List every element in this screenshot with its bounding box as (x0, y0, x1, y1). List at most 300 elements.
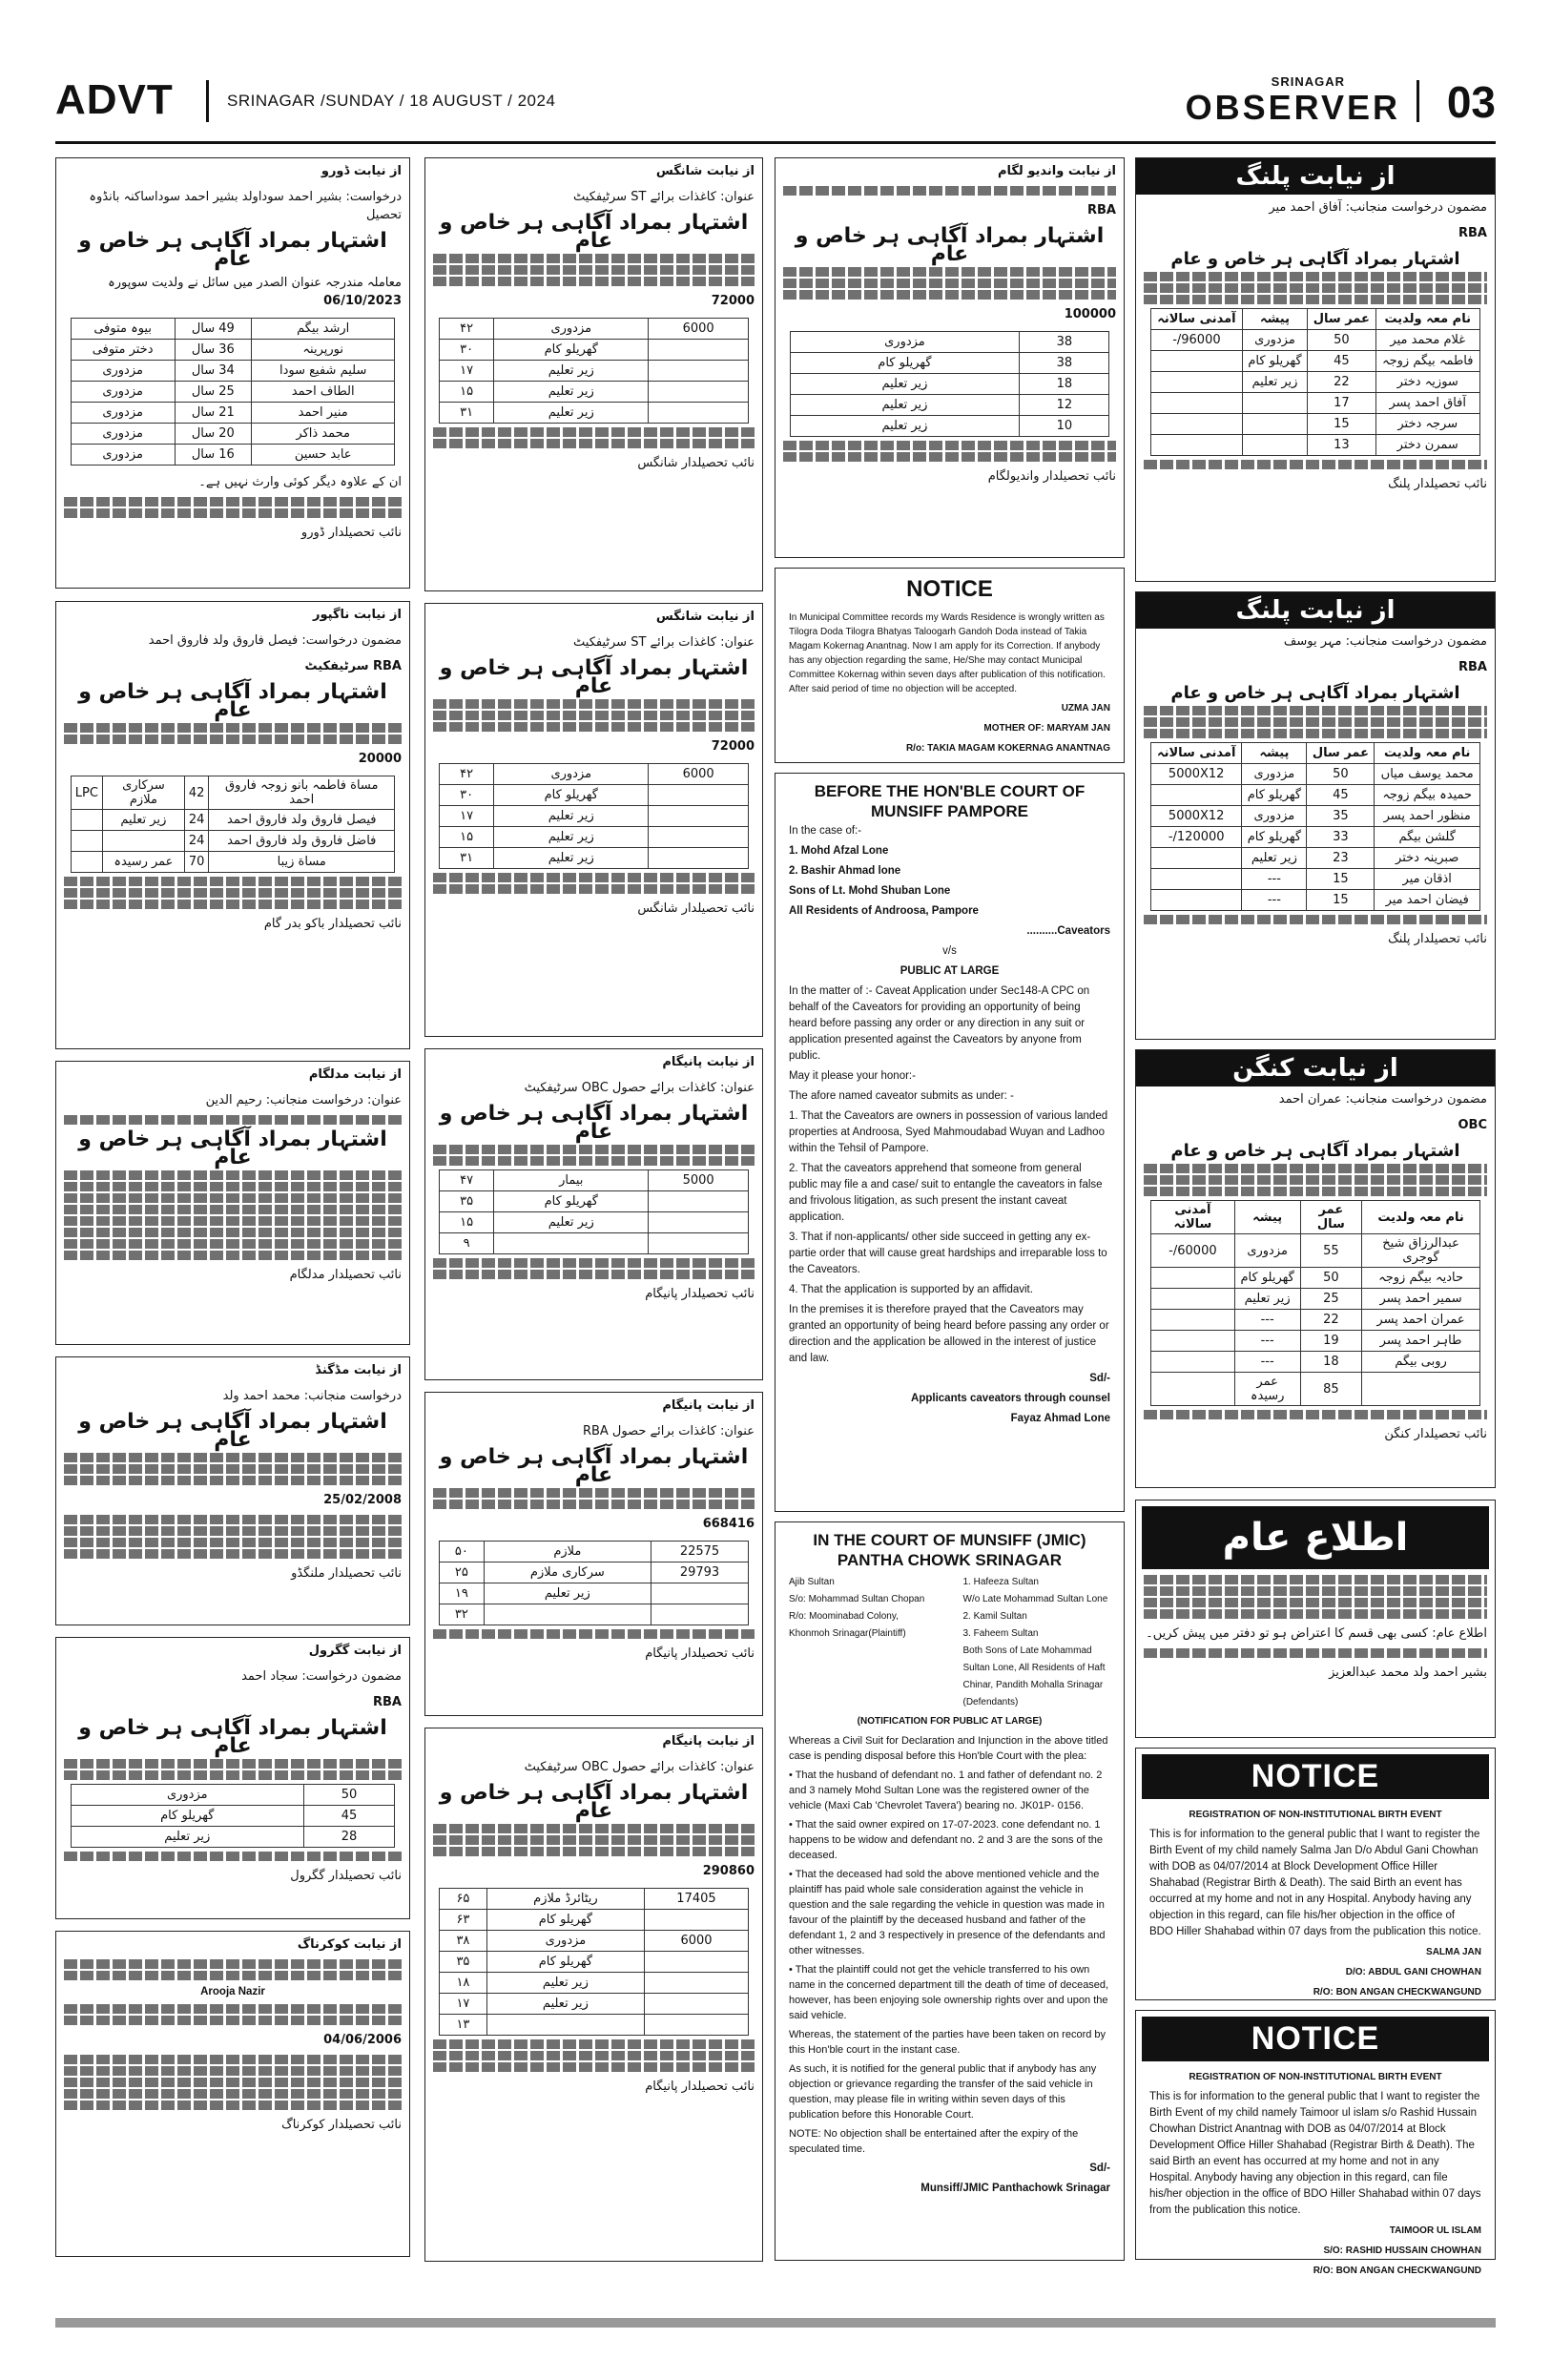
subject: عنوان: کاغذات برائے ST سرٹیفکیٹ (573, 190, 755, 204)
office: از نیابت پانیگام (662, 1734, 755, 1749)
urdu-ad-5 (55, 1637, 410, 1919)
table-cell (1151, 869, 1242, 890)
court-name: MUNSIFF PAMPORE (871, 802, 1028, 820)
parties (776, 1574, 1124, 1711)
divider (206, 80, 209, 122)
ad-title: اشتہار بمراد آگاہی ہر خاص و عام (439, 211, 749, 253)
heirs-table (1150, 308, 1480, 456)
table-cell: سرکاری ملازم (102, 776, 184, 810)
signer-relation: D/O: ABDUL GANI CHOWHAN (1345, 1967, 1481, 1977)
table-cell (651, 1583, 749, 1604)
table-cell: 18 (1020, 374, 1109, 395)
court-jmic (775, 1521, 1125, 2261)
signature: نائب تحصیلدار پانیگام (645, 1287, 755, 1301)
table-row (1151, 393, 1480, 414)
heirs-table (439, 1169, 749, 1254)
party: Sons of Lt. Mohd Shuban Lone (789, 885, 951, 897)
table-cell: 20 سال (175, 424, 252, 445)
table-cell (1151, 435, 1243, 456)
table-cell: گھریلو کام (1242, 785, 1307, 806)
table-cell: عمر رسیدہ (102, 852, 184, 873)
table-cell (1151, 785, 1242, 806)
column-header: عمر سال (1300, 1201, 1362, 1234)
table-row (440, 340, 749, 361)
table-cell: زیر تعلیم (494, 1212, 649, 1233)
respondent: PUBLIC AT LARGE (900, 965, 1000, 977)
table-cell: دختر متوفی (71, 340, 175, 361)
table-cell: زیر تعلیم (484, 1583, 651, 1604)
table-cell: --- (1234, 1352, 1300, 1373)
ad-title: اشتہار بمراد آگاہی ہر خاص و عام (78, 229, 387, 271)
table-cell: روبی بیگم (1362, 1352, 1480, 1373)
table-row (71, 424, 394, 445)
office-banner: از نیابت پلنگ (1136, 158, 1495, 195)
amount: 20000 (358, 752, 402, 766)
prayer: In the premises it is therefore prayed that the Caveators may granted an opportunity of being heard before passing any order or direction and the application be allowed in the interest of justice and law. (789, 1304, 1109, 1364)
table-row (440, 382, 749, 403)
subject: درخواست: بشیر احمد سوداولد بشیر احمد سوداساکنہ بانڈوہ تحصیل (89, 190, 402, 222)
table-row (1151, 764, 1480, 785)
text-line: • That the plaintiff could not get the vehicle transferred to his own name in the concerned department till the death of time of deceased, however, has been enjoying sole ownership rights over and upon the said vehicle. (789, 1964, 1109, 2021)
column-header: عمر سال (1308, 309, 1375, 330)
header-rule (55, 141, 1496, 144)
table-cell: 50 (303, 1785, 394, 1806)
table-cell: نورپرینہ (252, 340, 395, 361)
point: 2. That the caveators apprehend that someone from general public may file a and case/ suit to entangle the caveators in false and frivolous litigation, as such present the instant caveat application. (789, 1163, 1103, 1223)
table-row (71, 1785, 394, 1806)
table-cell: 16 سال (175, 445, 252, 466)
point: 3. That if non-applicants/ other side succeed in getting any ex-partie order that will cause great hardships and irreparable loss to the Caveators. (789, 1231, 1107, 1275)
text-line: • That the said owner expired on 17-07-2023. cone defendant no. 1 happens to be widow and defendant no. 2 and 3 are the sons of the deceased. (789, 1819, 1104, 1861)
notice-municipal (775, 568, 1125, 763)
urdu-ad-b1 (424, 157, 763, 591)
table-cell: مزدوری (494, 764, 649, 785)
ad-title: اشتہار بمراد آگاہی ہر خاص و عام (78, 680, 387, 722)
table-cell: 45 (1307, 785, 1375, 806)
signer: SALMA JAN (1426, 1947, 1481, 1957)
table-cell: ۳۰ (440, 340, 494, 361)
column-header: پیشہ (1242, 309, 1307, 330)
table-cell: ۴۲ (440, 764, 494, 785)
table-cell (649, 806, 749, 827)
text-line: Whereas, the statement of the parties have been taken on record by this Hon'ble court in the instant case. (789, 2029, 1106, 2056)
table-row (440, 806, 749, 827)
table-cell: ۳۰ (440, 785, 494, 806)
table-cell: 19 (1300, 1331, 1362, 1352)
amount: 100000 (1064, 307, 1116, 321)
table-cell: گھریلو کام (486, 1910, 644, 1931)
ad-title: اشتہار بمراد آگاہی ہر خاص و عام (1170, 683, 1460, 703)
signature: نائب تحصیلدار مدلگام (289, 1268, 402, 1282)
column-header: نام معہ ولدیت (1375, 309, 1479, 330)
table-cell (484, 1604, 651, 1625)
text-line: Both Sons of Late Mohammad (962, 1645, 1092, 1656)
signer-relation: MOTHER OF: MARYAM JAN (983, 723, 1110, 734)
table-row (440, 403, 749, 424)
table-cell: گھریلو کام (790, 353, 1020, 374)
table-row (1151, 827, 1480, 848)
masthead (55, 74, 1496, 132)
text-line: 3. Faheem Sultan (962, 1628, 1039, 1639)
table-cell: حادیہ بیگم زوجہ (1362, 1268, 1480, 1289)
table-cell: 10 (1020, 416, 1109, 437)
column-header: نام معہ ولدیت (1362, 1201, 1480, 1234)
signature: Munsiff/JMIC Panthachowk Srinagar (920, 2183, 1110, 2194)
office: از نیابت ڈورو (321, 164, 402, 178)
table-cell: ۴۷ (440, 1170, 494, 1191)
table-cell: مزدوری (1242, 806, 1307, 827)
table-cell: فاضل فاروق ولد فاروق احمد (209, 831, 395, 852)
signature: نائب تحصیلدار ملنگڈو (291, 1566, 402, 1581)
table-cell: --- (1234, 1331, 1300, 1352)
urdu-ad-6 (55, 1931, 410, 2257)
table-cell: منظور احمد پسر (1375, 806, 1480, 827)
table-cell: 5000X12 (1151, 806, 1242, 827)
office: از نیابت مدلگام (308, 1067, 402, 1082)
urdu-ad-3 (55, 1061, 410, 1345)
matter: In the matter of :- Caveat Application under Sec148-A CPC on behalf of the Caveators for providing an opportunity of being heard before passing any order or any direction in any suit or application presented against the Caveators by anyone from public. (789, 985, 1090, 1062)
table-cell: ۵۰ (440, 1542, 484, 1563)
table-cell: 15 (1307, 869, 1375, 890)
table-cell: 24 (184, 810, 209, 831)
table-cell: ۳۸ (440, 1931, 487, 1952)
table-row (440, 1191, 749, 1212)
column-header: پیشہ (1234, 1201, 1300, 1234)
cert: RBA (373, 1695, 402, 1709)
office-banner: از نیابت پلنگ (1136, 592, 1495, 629)
notice-sub: REGISTRATION OF NON-INSTITUTIONAL BIRTH EVENT (1189, 2072, 1442, 2082)
court-name: PANTHA CHOWK SRINAGAR (837, 1551, 1063, 1569)
table-cell: 12 (1020, 395, 1109, 416)
table-cell: زیر تعلیم (494, 827, 649, 848)
heirs-table (1150, 742, 1480, 911)
table-cell: آفاق احمد پسر (1375, 393, 1479, 414)
table-row (71, 1806, 394, 1827)
table-cell: فیصل فاروق ولد فاروق احمد (209, 810, 395, 831)
table-cell: ۱۹ (440, 1583, 484, 1604)
table-cell: 15 (1308, 414, 1375, 435)
table-cell (1151, 1289, 1235, 1310)
urdu-ad-b2 (424, 603, 763, 1037)
signature: نائب تحصیلدار پلنگ (1388, 477, 1487, 491)
table-cell: زیر تعلیم (790, 416, 1020, 437)
table-cell: منیر احمد (252, 403, 395, 424)
table-cell: 6000 (649, 764, 749, 785)
notice-body: This is for information to the general public that I want to register the Birth Event of my child namely Salma Jan D/o Abdul Gani Chowhan with DOB as 04/07/2014 at Block Development Office Hiller Shahabad (Registrar Birth & Death). The said Birth an event has occurred at my home and not in any Hospital. Anybody having any objection in this regard, can file his/her objection in the office of BDO Hiller Shahabad within 07 days from the publication this notice. (1149, 1829, 1481, 1937)
table-cell (1151, 1310, 1235, 1331)
signer-address: R/o: TAKIA MAGAM KOKERNAG ANANTNAG (905, 743, 1110, 754)
subject: مضمون درخواست: سجاد احمد (241, 1669, 402, 1684)
table-cell: ارشد بیگم (252, 319, 395, 340)
table-cell: سوزیہ دختر (1375, 372, 1479, 393)
signature: نائب تحصیلدار شانگس (637, 456, 755, 470)
table-cell (102, 831, 184, 852)
urdu-ad-b3 (424, 1048, 763, 1380)
table-cell (494, 1233, 649, 1254)
ad-title: اشتہار بمراد آگاہی ہر خاص و عام (78, 1128, 387, 1169)
notice-body: In Municipal Committee records my Wards Residence is wrongly written as Tilogra Doda Tilogra Bhatyas Taloogarh Gandoh Doda instead of Takia Magam Kokernag Anantnag. Now I am apply for its Correction. If anybody has any objection regarding the same, He/She may contact Municipal Committee Kokernag within seven days after publication of this notification. After said period of time no objection will be accepted. (789, 612, 1106, 694)
sd: Sd/- (1089, 2163, 1110, 2174)
in-case: In the case of:- (789, 825, 862, 837)
table-cell: زیر تعلیم (494, 361, 649, 382)
table-cell: محمد ذاکر (252, 424, 395, 445)
logo-small: SRINAGAR (1271, 74, 1345, 89)
table-cell: سمرن دختر (1375, 435, 1479, 456)
section-label: ADVT (55, 76, 174, 123)
text-line: • That the deceased had sold the above mentioned vehicle and the plaintiff has paid whole sale consideration against the vehicle in question and the sale regarding the vehicle in question was made in favour of the plaintiff by the deceased husband and father of the defendant 1, 2 and 3 respectively in presence of the defendants and other witnesses. (789, 1869, 1106, 1956)
table-cell: زیر تعلیم (1242, 372, 1307, 393)
table-row (1151, 351, 1480, 372)
counsel: Fayaz Ahmad Lone (1010, 1413, 1110, 1424)
heirs-table (790, 331, 1110, 437)
cert: RBA (1087, 203, 1116, 217)
table-row (440, 1170, 749, 1191)
table-row (1151, 848, 1480, 869)
table-cell: 25 سال (175, 382, 252, 403)
ilan-banner: اطلاع عام (1142, 1506, 1489, 1569)
table-cell: 120000/- (1151, 827, 1242, 848)
text-line: W/o Late Mohammad Sultan Lone (962, 1594, 1108, 1604)
notice-banner: NOTICE (1142, 1754, 1489, 1799)
table-cell: مزدوری (71, 382, 175, 403)
table-cell: ۱۸ (440, 1973, 487, 1994)
table-cell: 50 (1307, 764, 1375, 785)
table-cell: ملازم (484, 1542, 651, 1563)
table-cell (1151, 351, 1243, 372)
ad-title: اشتہار بمراد آگاہی ہر خاص و عام (1170, 249, 1460, 269)
closing: ان کے علاوہ دیگر کوئی وارث نہیں ہے۔ (198, 475, 402, 489)
urdu-ad-b4 (424, 1392, 763, 1716)
table-cell: ۴۲ (440, 319, 494, 340)
notice-banner: NOTICE (1142, 2017, 1489, 2061)
subject: عنوان: کاغذات برائے حصول RBA (582, 1424, 755, 1438)
ilan-sign: بشیر احمد ولد محمد عبدالعزیز (1329, 1666, 1487, 1680)
column-header: پیشہ (1242, 743, 1307, 764)
table-row (1151, 1289, 1480, 1310)
heirs-table (71, 318, 395, 466)
table-cell: گھریلو کام (486, 1952, 644, 1973)
table-row (440, 1604, 749, 1625)
sd: Sd/- (1089, 1373, 1110, 1384)
table-cell (71, 831, 102, 852)
newspaper-logo: OBSERVER (1185, 88, 1400, 127)
table-cell (1151, 890, 1242, 911)
table-cell (649, 785, 749, 806)
amount: 72000 (711, 294, 755, 308)
table-cell: عمران احمد پسر (1362, 1310, 1480, 1331)
subject: مضمون درخواست منجانب: آفاق احمد میر (1269, 200, 1487, 215)
table-cell: اذقان میر (1375, 869, 1480, 890)
table-row (440, 1889, 749, 1910)
signer-address: R/O: BON ANGAN CHECKWANGUND (1313, 1987, 1481, 1997)
notification-sub: (NOTIFICATION FOR PUBLIC AT LARGE) (857, 1716, 1043, 1727)
table-row (440, 1910, 749, 1931)
table-cell: گھریلو کام (1242, 827, 1307, 848)
table-cell (1242, 393, 1307, 414)
table-row (1151, 435, 1480, 456)
table-row (1151, 414, 1480, 435)
urdu-ad-d2 (1135, 591, 1496, 1040)
table-row (440, 785, 749, 806)
court-caveat (775, 773, 1125, 1512)
table-row (440, 1212, 749, 1233)
table-cell (1151, 1352, 1235, 1373)
text-line: (Defendants) (962, 1697, 1019, 1707)
table-cell (1362, 1373, 1480, 1406)
text-line: 2. Kamil Sultan (962, 1611, 1027, 1622)
table-row (1151, 1331, 1480, 1352)
office: از نیابت مڈگنڈ (315, 1363, 402, 1377)
subject: عنوان: کاغذات برائے ST سرٹیفکیٹ (573, 635, 755, 650)
salutation: May it please your honor:- (789, 1070, 916, 1082)
ad-title: اشتہار بمراد آگاہی ہر خاص و عام (439, 1445, 749, 1487)
table-cell: 50 (1308, 330, 1375, 351)
table-cell: گھریلو کام (1234, 1268, 1300, 1289)
heirs-table (71, 1784, 395, 1848)
table-row (1151, 1352, 1480, 1373)
table-row (71, 776, 394, 810)
date: 04/06/2006 (323, 2033, 402, 2047)
table-cell: سرکاری ملازم (484, 1563, 651, 1583)
table-row (1151, 330, 1480, 351)
table-cell (71, 852, 102, 873)
table-cell: مزدوری (486, 1931, 644, 1952)
date: 25/02/2008 (323, 1493, 402, 1507)
table-cell: 22575 (651, 1542, 749, 1563)
table-cell: 22 (1300, 1310, 1362, 1331)
date-line: SRINAGAR /SUNDAY / 18 AUGUST / 2024 (227, 92, 556, 110)
table-cell: بیمار (494, 1170, 649, 1191)
notice-title: NOTICE (906, 576, 993, 602)
table-cell: زیر تعلیم (494, 806, 649, 827)
table-cell (1151, 1268, 1235, 1289)
subject: عنوان: کاغذات برائے حصول OBC سرٹیفکیٹ (524, 1760, 755, 1774)
ad-title: اشتہار بمراد آگاہی ہر خاص و عام (78, 1716, 387, 1758)
amount: 668416 (702, 1517, 755, 1531)
footer-rule (55, 2318, 1496, 2328)
table-cell: ۳۲ (440, 1604, 484, 1625)
table-cell: 6000 (649, 319, 749, 340)
table-cell (1151, 1373, 1235, 1406)
table-cell: گھریلو کام (494, 1191, 649, 1212)
ad-title: اشتہار بمراد آگاہی ہر خاص و عام (1170, 1141, 1460, 1161)
urdu-ad-c1 (775, 157, 1125, 558)
table-cell: ریٹائرڈ ملازم (486, 1889, 644, 1910)
by: Applicants caveators through counsel (911, 1393, 1110, 1404)
table-cell: ۹ (440, 1233, 494, 1254)
table-cell: --- (1242, 869, 1307, 890)
table-cell: 60000/- (1151, 1234, 1235, 1268)
table-cell: 35 (1307, 806, 1375, 827)
table-cell: ۳۵ (440, 1952, 487, 1973)
subject: مضمون درخواست منجانب: مہر یوسف (1283, 634, 1487, 649)
office: از نیابت واندیو لگام (997, 164, 1116, 178)
amount: 290860 (702, 1864, 755, 1878)
table-cell: 22 (1308, 372, 1375, 393)
office: از نیابت شانگس (655, 164, 755, 178)
table-row (790, 353, 1109, 374)
table-row (71, 382, 394, 403)
table-cell: زیر تعلیم (494, 848, 649, 869)
table-cell: 17405 (645, 1889, 749, 1910)
table-cell: محمد یوسف میاں (1375, 764, 1480, 785)
signature: نائب تحصیلدار پانیگام (645, 2080, 755, 2094)
urdu-ad-d1 (1135, 157, 1496, 582)
table-cell (651, 1604, 749, 1625)
table-cell: ۳۱ (440, 403, 494, 424)
applicant-name: Arooja Nazir (200, 1986, 265, 1997)
office: از نیابت پانیگام (662, 1398, 755, 1413)
table-row (71, 831, 394, 852)
court-title: IN THE COURT OF MUNSIFF (JMIC) (813, 1531, 1086, 1549)
subject: عنوان: کاغذات برائے حصول OBC سرٹیفکیٹ (524, 1081, 755, 1095)
table-cell: عابد حسین (252, 445, 395, 466)
table-cell (645, 1973, 749, 1994)
table-row (71, 810, 394, 831)
table-row (71, 1827, 394, 1848)
table-cell: --- (1234, 1310, 1300, 1331)
table-cell: عبدالرزاق شیخ گوجری (1362, 1234, 1480, 1268)
table-cell: ۱۵ (440, 382, 494, 403)
table-row (440, 1973, 749, 1994)
table-cell (649, 403, 749, 424)
subject: مضمون درخواست منجانب: عمران احمد (1278, 1092, 1487, 1107)
ad-title: اشتہار بمراد آگاہی ہر خاص و عام (78, 1410, 387, 1452)
table-row (790, 374, 1109, 395)
notice-sub: REGISTRATION OF NON-INSTITUTIONAL BIRTH EVENT (1189, 1810, 1442, 1820)
table-cell: ۱۷ (440, 1994, 487, 2015)
table-cell: زیر تعلیم (790, 395, 1020, 416)
table-row (1151, 1268, 1480, 1289)
table-cell: فیضان احمد میر (1375, 890, 1480, 911)
heirs-table (439, 318, 749, 424)
table-row (71, 361, 394, 382)
table-row (440, 1542, 749, 1563)
table-cell (649, 1233, 749, 1254)
table-row (790, 332, 1109, 353)
table-cell: عمر رسیدہ (1234, 1373, 1300, 1406)
table-cell: مزدوری (1234, 1234, 1300, 1268)
text-line: • That the husband of defendant no. 1 and father of defendant no. 2 and 3 namely Mohd Sultan Lone was the registered owner of the vehicle (Maxi Cab 'Chevrolet Tavera') bearing no. JK01P- 0156. (789, 1769, 1103, 1811)
ad-title: اشتہار بمراد آگاہی ہر خاص و عام (439, 656, 749, 698)
table-row (440, 1563, 749, 1583)
table-cell: 21 سال (175, 403, 252, 424)
table-cell (649, 382, 749, 403)
amount: 72000 (711, 739, 755, 754)
column-header: آمدنی سالانہ (1151, 743, 1242, 764)
office: از نیابت کوکرناگ (297, 1937, 402, 1952)
table-cell (649, 1191, 749, 1212)
table-cell: گھریلو کام (494, 340, 649, 361)
table-cell: مزدوری (494, 319, 649, 340)
table-cell: مزدوری (71, 403, 175, 424)
divider (1417, 80, 1419, 122)
notice-body: This is for information to the general public that I want to register the Birth Event of my child namely Taimoor ul islam s/o Rashid Hussain Chowhan District Anantnag with DOB as 04/07/2014 at Block Development Office Hiller Shahabad (Registrar Birth & Death). The said Birth an event has occurred at my home and not in any Hospital. Anybody having any objection in this regard, can file his/her objection in the office of BDO Hiller Shahabad within 07 days from the publication this notice. (1149, 2091, 1481, 2216)
urdu-ad-2 (55, 601, 410, 1049)
table-cell: ۱۷ (440, 806, 494, 827)
page-number: 03 (1446, 77, 1496, 127)
point: 1. That the Caveators are owners in possession of various landed properties at Androosa, Syed Mahmoudabad Wuyan and Ladhoo within the Tehsil of Pampore. (789, 1110, 1108, 1154)
table-row (440, 319, 749, 340)
party: 2. Bashir Ahmad lone (789, 865, 901, 877)
column-header: عمر سال (1307, 743, 1375, 764)
signer: TAIMOOR UL ISLAM (1389, 2225, 1481, 2236)
office: از نیابت شانگس (655, 610, 755, 624)
table-row (440, 1994, 749, 2015)
table-cell (1242, 435, 1307, 456)
table-cell: 33 (1307, 827, 1375, 848)
heirs-table (439, 763, 749, 869)
